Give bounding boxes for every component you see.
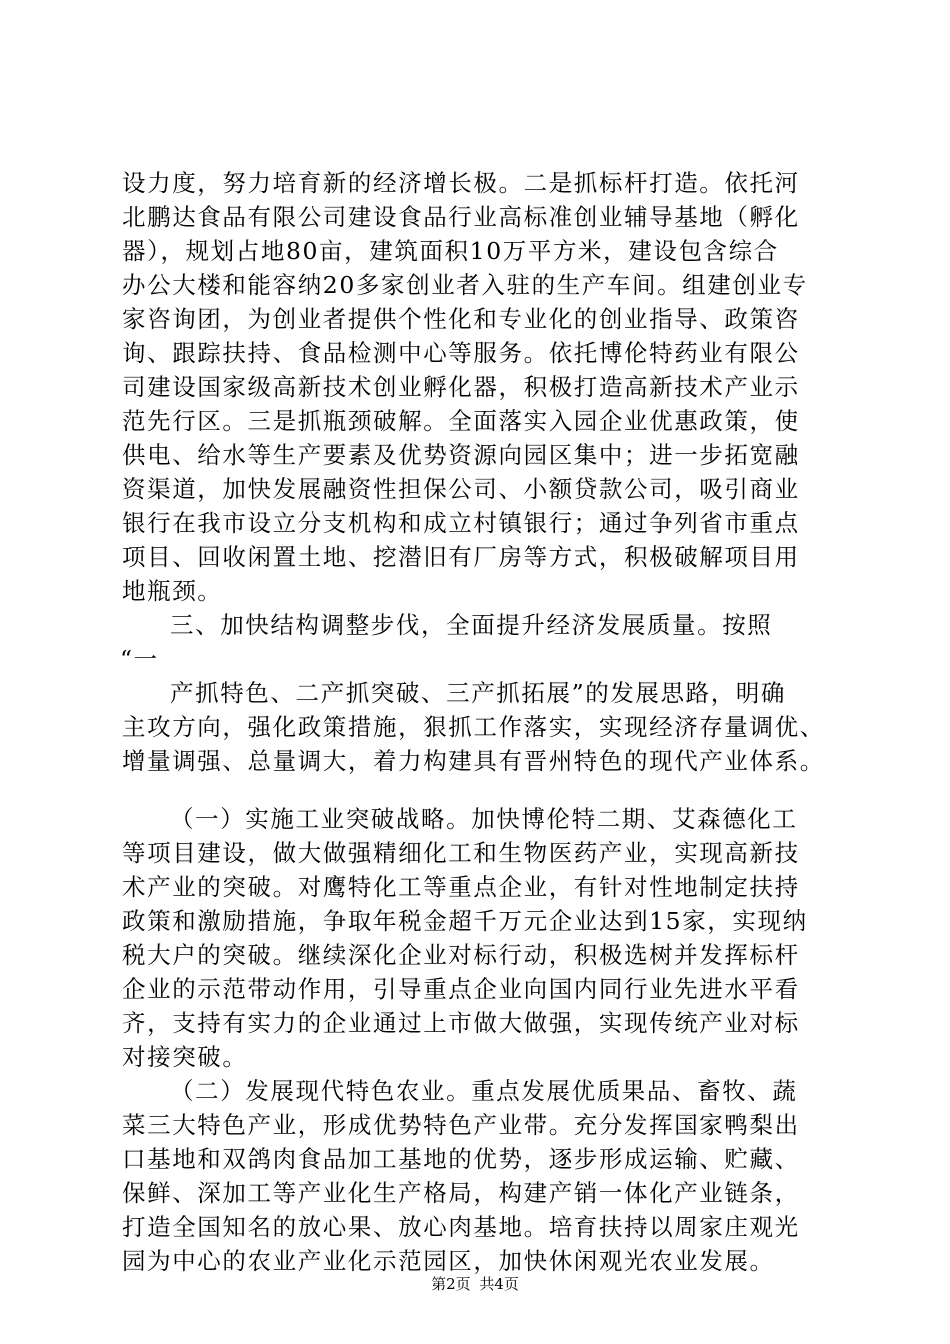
text-line: 询、跟踪扶持、食品检测中心等服务。依托博伦特药业有限公: [122, 339, 800, 367]
text-line: 资渠道，加快发展融资性担保公司、小额贷款公司，吸引商业: [122, 475, 800, 503]
text-line: 产抓特色、二产抓突破、三产抓拓展”的发展思路，明确: [170, 679, 787, 707]
text-line: 办公大楼和能容纳20多家创业者入驻的生产车间。组建创业专: [122, 271, 808, 299]
text-line: 对接突破。: [122, 1043, 248, 1071]
text-line: 供电、给水等生产要素及优势资源向园区集中；进一步拓宽融: [122, 441, 800, 469]
text-line: 政策和激励措施，争取年税金超千万元企业达到15家，实现纳: [122, 907, 808, 935]
text-line: 家咨询团，为创业者提供个性化和专业化的创业指导、政策咨: [122, 305, 800, 333]
text-line: 保鲜、深加工等产业化生产格局，构建产销一体化产业链条，: [122, 1179, 800, 1207]
page-total: 共4页: [479, 1275, 519, 1293]
text-line: 口基地和双鸽肉食品加工基地的优势，逐步形成运输、贮藏、: [122, 1145, 800, 1173]
section-heading-line: 三、加快结构调整步伐，全面提升经济发展质量。按照: [170, 611, 773, 639]
text-line: 银行在我市设立分支机构和成立村镇银行；通过争列省市重点: [122, 509, 800, 537]
text-line: 企业的示范带动作用，引导重点企业向国内同行业先进水平看: [122, 975, 800, 1003]
text-line: “一: [120, 645, 159, 673]
text-line: 设力度，努力培育新的经济增长极。二是抓标杆打造。依托河: [122, 169, 800, 197]
text-line: 齐，支持有实力的企业通过上市做大做强，实现传统产业对标: [122, 1009, 800, 1037]
page-footer: [0, 1274, 950, 1294]
text-line: 地瓶颈。: [122, 577, 223, 605]
text-line: 打造全国知名的放心果、放心肉基地。培育扶持以周家庄观光: [122, 1213, 800, 1241]
page-number: 第2页: [431, 1275, 471, 1293]
text-line: 术产业的突破。对鹰特化工等重点企业，有针对性地制定扶持: [122, 873, 800, 901]
text-line: 增量调强、总量调大，着力构建具有晋州特色的现代产业体系。: [122, 747, 825, 775]
text-line: 器），规划占地80亩，建筑面积10万平方米，建设包含综合: [122, 237, 779, 265]
text-line: 项目、回收闲置土地、挖潜旧有厂房等方式，积极破解项目用: [122, 543, 800, 571]
text-line: 税大户的突破。继续深化企业对标行动，积极选树并发挥标杆: [122, 941, 800, 969]
subsection-heading-line: （二）发展现代特色农业。重点发展优质果品、畜牧、蔬: [170, 1077, 798, 1105]
text-line: 司建设国家级高新技术创业孵化器，积极打造高新技术产业示: [122, 373, 800, 401]
text-line: 园为中心的农业产业化示范园区，加快休闲观光农业发展。: [122, 1247, 775, 1275]
text-line: 等项目建设，做大做强精细化工和生物医药产业，实现高新技: [122, 839, 800, 867]
text-line: 北鹏达食品有限公司建设食品行业高标准创业辅导基地（孵化: [122, 203, 800, 231]
subsection-heading-line: （一）实施工业突破战略。加快博伦特二期、艾森德化工: [170, 805, 798, 833]
text-line: 范先行区。三是抓瓶颈破解。全面落实入园企业优惠政策，使: [122, 407, 800, 435]
text-line: 主攻方向，强化政策措施，狠抓工作落实，实现经济存量调优、: [122, 713, 825, 741]
text-line: 菜三大特色产业，形成优势特色产业带。充分发挥国家鸭梨出: [122, 1111, 800, 1139]
